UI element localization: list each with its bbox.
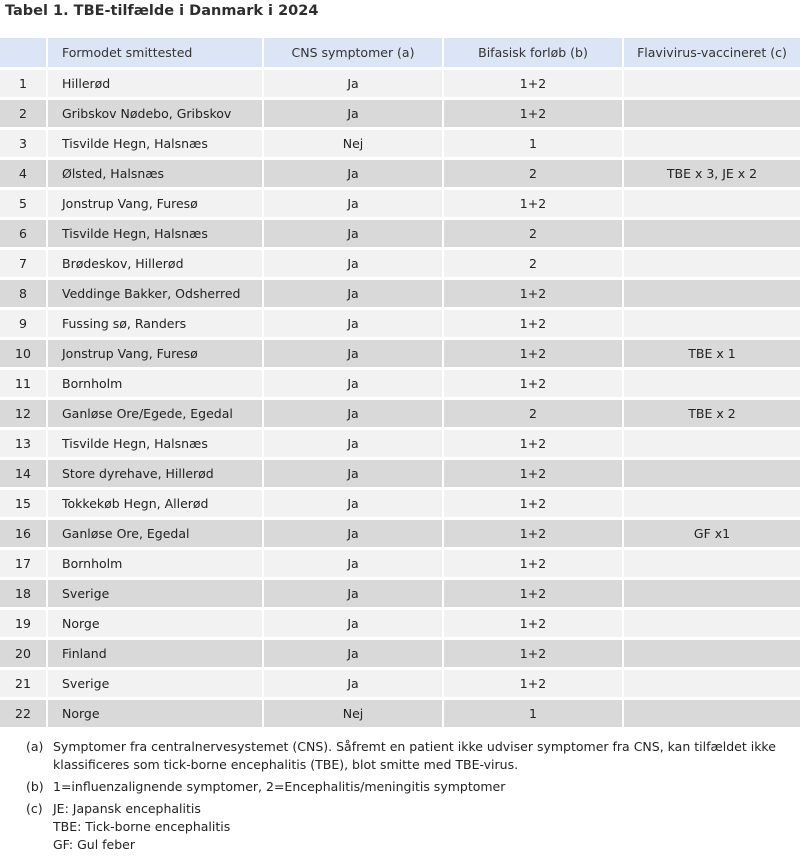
row-vaccineret: TBE x 2 bbox=[624, 400, 800, 427]
row-bifasisk: 1+2 bbox=[444, 520, 622, 547]
footnote-text bbox=[53, 738, 796, 774]
row-vaccineret bbox=[624, 700, 800, 727]
table-row bbox=[0, 250, 800, 280]
row-smittested: Norge bbox=[48, 610, 262, 637]
row-vaccineret bbox=[624, 310, 800, 337]
row-vaccineret bbox=[624, 670, 800, 697]
row-number: 2 bbox=[0, 100, 46, 127]
row-bifasisk: 1+2 bbox=[444, 310, 622, 337]
row-number: 19 bbox=[0, 610, 46, 637]
row-bifasisk: 1+2 bbox=[444, 490, 622, 517]
row-smittested: Brødeskov, Hillerød bbox=[48, 250, 262, 277]
row-cns: Ja bbox=[264, 160, 442, 187]
header-vaccineret: Flavivirus-vaccineret (c) bbox=[624, 38, 800, 67]
header-smittested: Formodet smittested bbox=[48, 38, 262, 67]
row-vaccineret bbox=[624, 580, 800, 607]
row-smittested: Jonstrup Vang, Furesø bbox=[48, 190, 262, 217]
footnote bbox=[26, 800, 796, 854]
row-smittested: Ganløse Ore/Egede, Egedal bbox=[48, 400, 262, 427]
table-row bbox=[0, 190, 800, 220]
row-vaccineret bbox=[624, 220, 800, 247]
row-bifasisk: 1+2 bbox=[444, 280, 622, 307]
footnote-line: TBE: Tick-borne encephalitis bbox=[53, 819, 231, 834]
row-cns: Ja bbox=[264, 400, 442, 427]
row-number: 8 bbox=[0, 280, 46, 307]
footnote-text bbox=[53, 800, 796, 854]
row-bifasisk: 1+2 bbox=[444, 370, 622, 397]
row-cns: Ja bbox=[264, 280, 442, 307]
row-cns: Ja bbox=[264, 430, 442, 457]
row-bifasisk: 1 bbox=[444, 130, 622, 157]
row-cns: Ja bbox=[264, 610, 442, 637]
table-row bbox=[0, 490, 800, 520]
row-bifasisk: 1 bbox=[444, 700, 622, 727]
row-cns: Ja bbox=[264, 190, 442, 217]
table-row bbox=[0, 310, 800, 340]
row-bifasisk: 2 bbox=[444, 250, 622, 277]
row-cns: Ja bbox=[264, 460, 442, 487]
row-cns: Ja bbox=[264, 100, 442, 127]
row-vaccineret bbox=[624, 430, 800, 457]
table-header-row bbox=[0, 38, 800, 70]
table-row bbox=[0, 370, 800, 400]
row-number: 7 bbox=[0, 250, 46, 277]
row-number: 3 bbox=[0, 130, 46, 157]
tbe-table bbox=[0, 38, 800, 730]
row-cns: Ja bbox=[264, 640, 442, 667]
row-smittested: Tokkekøb Hegn, Allerød bbox=[48, 490, 262, 517]
row-number: 9 bbox=[0, 310, 46, 337]
row-bifasisk: 2 bbox=[444, 220, 622, 247]
row-bifasisk: 1+2 bbox=[444, 670, 622, 697]
row-cns: Ja bbox=[264, 340, 442, 367]
row-number: 13 bbox=[0, 430, 46, 457]
footnote-line: GF: Gul feber bbox=[53, 837, 136, 852]
row-vaccineret: GF x1 bbox=[624, 520, 800, 547]
table-row bbox=[0, 580, 800, 610]
row-vaccineret bbox=[624, 280, 800, 307]
row-smittested: Store dyrehave, Hillerød bbox=[48, 460, 262, 487]
row-number: 17 bbox=[0, 550, 46, 577]
row-smittested: Sverige bbox=[48, 670, 262, 697]
row-cns: Ja bbox=[264, 220, 442, 247]
row-vaccineret bbox=[624, 130, 800, 157]
footnote-line: Symptomer fra centralnervesystemet (CNS). Såfremt en patient ikke udviser symptomer fra CNS, kan tilfældet ikke bbox=[53, 739, 776, 754]
row-number: 5 bbox=[0, 190, 46, 217]
row-bifasisk: 1+2 bbox=[444, 430, 622, 457]
header-bifasisk: Bifasisk forløb (b) bbox=[444, 38, 622, 67]
row-vaccineret bbox=[624, 490, 800, 517]
row-smittested: Tisvilde Hegn, Halsnæs bbox=[48, 130, 262, 157]
table-title: Tabel 1. TBE-tilfælde i Danmark i 2024 bbox=[5, 3, 319, 19]
footnote-line: klassificeres som tick-borne encephalitis (TBE), blot smitte med TBE-virus. bbox=[53, 757, 519, 772]
table-row bbox=[0, 640, 800, 670]
row-cns: Ja bbox=[264, 310, 442, 337]
row-smittested: Ølsted, Halsnæs bbox=[48, 160, 262, 187]
header-cns: CNS symptomer (a) bbox=[264, 38, 442, 67]
row-vaccineret bbox=[624, 190, 800, 217]
row-number: 14 bbox=[0, 460, 46, 487]
row-bifasisk: 1+2 bbox=[444, 100, 622, 127]
row-number: 11 bbox=[0, 370, 46, 397]
footnotes bbox=[26, 738, 796, 858]
row-vaccineret bbox=[624, 70, 800, 97]
row-bifasisk: 1+2 bbox=[444, 580, 622, 607]
row-cns: Ja bbox=[264, 520, 442, 547]
row-cns: Ja bbox=[264, 550, 442, 577]
row-number: 22 bbox=[0, 700, 46, 727]
footnote-label: (a) bbox=[26, 739, 44, 754]
row-smittested: Fussing sø, Randers bbox=[48, 310, 262, 337]
row-smittested: Veddinge Bakker, Odsherred bbox=[48, 280, 262, 307]
footnote-text bbox=[53, 778, 796, 796]
table-row bbox=[0, 340, 800, 370]
table-row bbox=[0, 70, 800, 100]
row-number: 20 bbox=[0, 640, 46, 667]
row-number: 15 bbox=[0, 490, 46, 517]
row-bifasisk: 1+2 bbox=[444, 340, 622, 367]
table-row bbox=[0, 220, 800, 250]
row-bifasisk: 2 bbox=[444, 400, 622, 427]
row-vaccineret bbox=[624, 550, 800, 577]
row-vaccineret: TBE x 3, JE x 2 bbox=[624, 160, 800, 187]
table-row bbox=[0, 160, 800, 190]
table-row bbox=[0, 130, 800, 160]
footnote-line: JE: Japansk encephalitis bbox=[53, 801, 201, 816]
row-number: 4 bbox=[0, 160, 46, 187]
row-bifasisk: 1+2 bbox=[444, 640, 622, 667]
row-bifasisk: 2 bbox=[444, 160, 622, 187]
row-bifasisk: 1+2 bbox=[444, 460, 622, 487]
row-cns: Ja bbox=[264, 670, 442, 697]
row-number: 21 bbox=[0, 670, 46, 697]
footnote bbox=[26, 738, 796, 774]
header-index bbox=[0, 38, 46, 67]
row-cns: Ja bbox=[264, 70, 442, 97]
row-cns: Nej bbox=[264, 700, 442, 727]
row-smittested: Bornholm bbox=[48, 370, 262, 397]
row-cns: Nej bbox=[264, 130, 442, 157]
row-vaccineret bbox=[624, 610, 800, 637]
row-smittested: Tisvilde Hegn, Halsnæs bbox=[48, 430, 262, 457]
row-cns: Ja bbox=[264, 250, 442, 277]
row-number: 6 bbox=[0, 220, 46, 247]
row-number: 16 bbox=[0, 520, 46, 547]
row-vaccineret bbox=[624, 370, 800, 397]
table-row bbox=[0, 550, 800, 580]
row-number: 12 bbox=[0, 400, 46, 427]
row-smittested: Jonstrup Vang, Furesø bbox=[48, 340, 262, 367]
row-vaccineret bbox=[624, 100, 800, 127]
table-row bbox=[0, 700, 800, 730]
row-smittested: Tisvilde Hegn, Halsnæs bbox=[48, 220, 262, 247]
footnote-label: (c) bbox=[26, 801, 43, 816]
table-row bbox=[0, 430, 800, 460]
table-row bbox=[0, 460, 800, 490]
row-bifasisk: 1+2 bbox=[444, 190, 622, 217]
row-smittested: Hillerød bbox=[48, 70, 262, 97]
row-smittested: Ganløse Ore, Egedal bbox=[48, 520, 262, 547]
table-row bbox=[0, 400, 800, 430]
row-smittested: Sverige bbox=[48, 580, 262, 607]
footnote-label: (b) bbox=[26, 779, 44, 794]
row-number: 10 bbox=[0, 340, 46, 367]
row-smittested: Norge bbox=[48, 700, 262, 727]
table-row bbox=[0, 280, 800, 310]
row-smittested: Finland bbox=[48, 640, 262, 667]
footnote-line: 1=influenzalignende symptomer, 2=Encephalitis/meningitis symptomer bbox=[53, 779, 506, 794]
row-number: 1 bbox=[0, 70, 46, 97]
row-vaccineret bbox=[624, 460, 800, 487]
row-number: 18 bbox=[0, 580, 46, 607]
row-vaccineret bbox=[624, 640, 800, 667]
row-vaccineret bbox=[624, 250, 800, 277]
row-smittested: Gribskov Nødebo, Gribskov bbox=[48, 100, 262, 127]
row-cns: Ja bbox=[264, 580, 442, 607]
table-row bbox=[0, 610, 800, 640]
row-smittested: Bornholm bbox=[48, 550, 262, 577]
row-cns: Ja bbox=[264, 370, 442, 397]
row-vaccineret: TBE x 1 bbox=[624, 340, 800, 367]
table-row bbox=[0, 670, 800, 700]
row-bifasisk: 1+2 bbox=[444, 70, 622, 97]
row-bifasisk: 1+2 bbox=[444, 610, 622, 637]
table-row bbox=[0, 100, 800, 130]
row-bifasisk: 1+2 bbox=[444, 550, 622, 577]
table-row bbox=[0, 520, 800, 550]
footnote bbox=[26, 778, 796, 796]
row-cns: Ja bbox=[264, 490, 442, 517]
